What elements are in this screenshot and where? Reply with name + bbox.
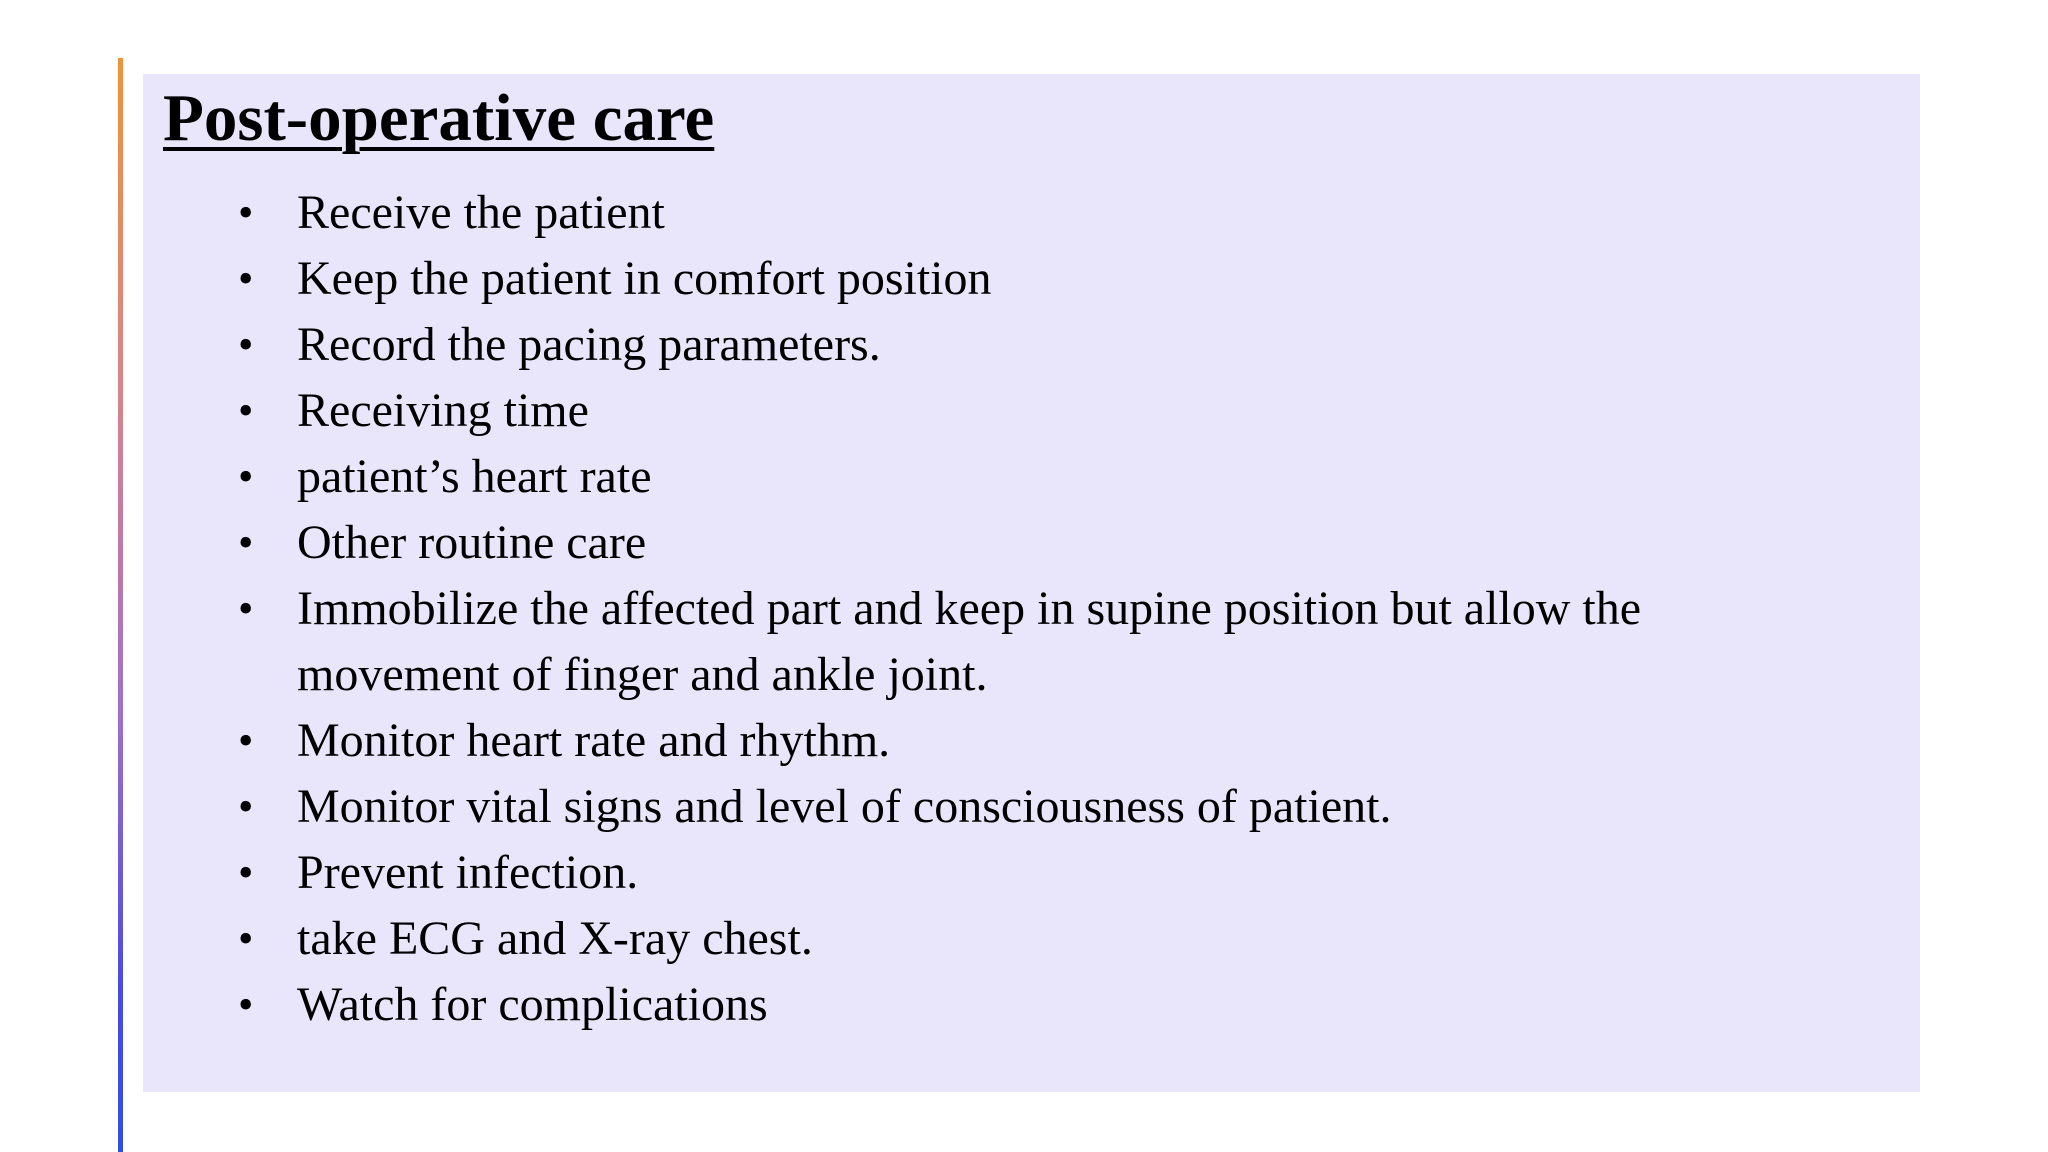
list-item-text: Receive the patient <box>297 186 665 239</box>
list-item-text: Keep the patient in comfort position <box>297 252 992 305</box>
list-item-text: Other routine care <box>297 516 647 569</box>
list-item <box>0 180 1900 246</box>
list-item <box>0 840 1900 906</box>
list-item <box>0 510 1900 576</box>
bullet-icon: • <box>238 254 254 303</box>
bullet-icon: • <box>238 188 254 237</box>
list-item <box>0 576 1900 708</box>
bullet-icon: • <box>238 320 254 369</box>
list-item <box>0 246 1900 312</box>
list-item-text: Monitor heart rate and rhythm. <box>297 714 891 767</box>
list-item-text: Record the pacing parameters. <box>297 318 881 371</box>
bullet-icon: • <box>238 980 254 1029</box>
list-item-text: Prevent infection. <box>297 846 639 899</box>
bullet-icon: • <box>238 386 254 435</box>
bullet-icon: • <box>238 452 254 501</box>
bullet-icon: • <box>238 518 254 567</box>
list-item-text: take ECG and X-ray chest. <box>297 912 813 965</box>
list-item <box>0 444 1900 510</box>
bullet-list <box>0 180 1900 1038</box>
list-item-text: Watch for complications <box>297 978 768 1031</box>
bullet-icon: • <box>238 782 254 831</box>
bullet-icon: • <box>238 914 254 963</box>
bullet-icon: • <box>238 848 254 897</box>
list-item-text: Monitor vital signs and level of consciousness of patient. <box>297 780 1392 833</box>
list-item-text: Immobilize the affected part and keep in supine position but allow the movement of finger and ankle joint. <box>297 582 1642 701</box>
slide-title: Post-operative care <box>163 81 715 155</box>
list-item <box>0 378 1900 444</box>
list-item <box>0 906 1900 972</box>
list-item <box>0 312 1900 378</box>
list-item-text: patient’s heart rate <box>297 450 652 503</box>
bullet-icon: • <box>238 716 254 765</box>
list-item-text: Receiving time <box>297 384 589 437</box>
list-item <box>0 972 1900 1038</box>
list-item <box>0 708 1900 774</box>
bullet-icon: • <box>238 584 254 633</box>
list-item <box>0 774 1900 840</box>
